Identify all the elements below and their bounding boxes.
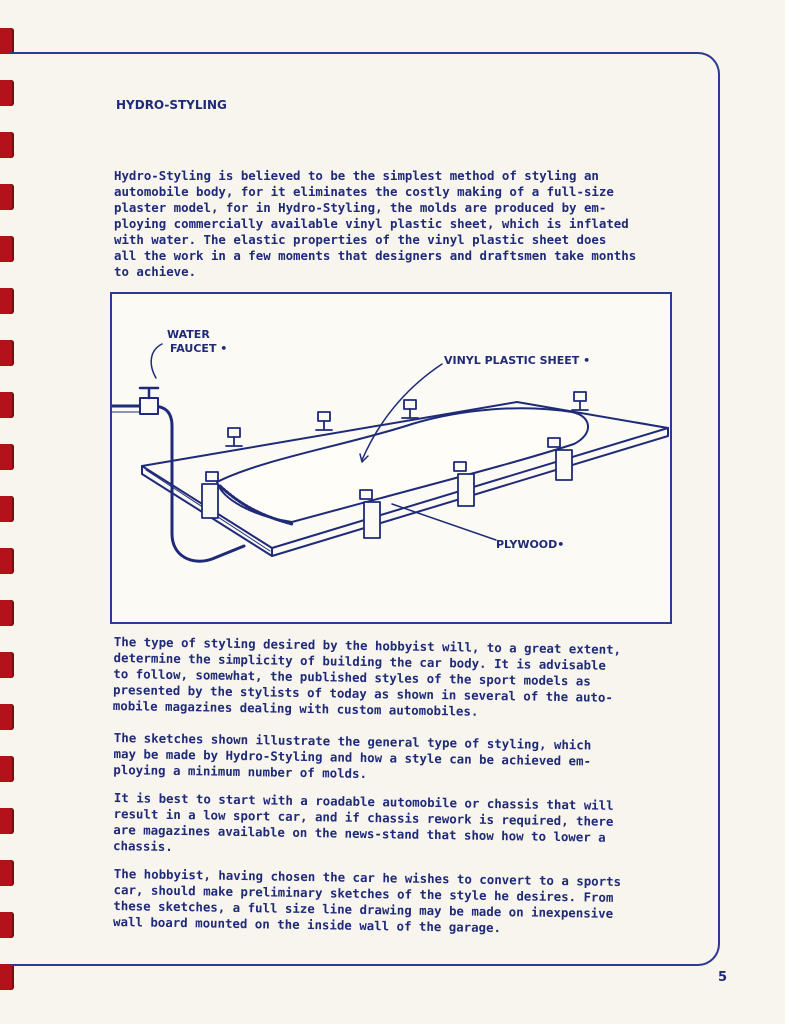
- binding-ring: [0, 964, 14, 990]
- paragraph-intro: Hydro-Styling is believed to be the simplest method of styling an automobile body, for it eliminates the costly making of a full-size plaster model, for in Hydro-Styling, the molds are produced by em- ploying commercially available vinyl plastic sheet, which is inflated with water. The elastic properties of the vinyl plastic sheet does all the work in a few moments that designers and draftsmen take months to achieve.: [114, 168, 637, 279]
- label-water: WATER: [167, 328, 210, 341]
- page-heading: HYDRO-STYLING: [116, 98, 227, 112]
- binding-ring: [0, 28, 14, 54]
- label-faucet: FAUCET •: [170, 342, 228, 355]
- label-plywood: PLYWOOD•: [496, 538, 565, 551]
- paragraph-style-choice: The type of styling desired by the hobbyist will, to a great extent, determine the simplicity of building the car body. It is advisable to follow, somewhat, the published styles of the sport models as presented by the stylists of today as shown in several of the auto- mobile magazines dealing with custom automobiles.: [112, 634, 622, 719]
- page-number: 5: [718, 970, 728, 985]
- label-vinyl-plastic-sheet: VINYL PLASTIC SHEET •: [444, 354, 591, 367]
- paragraph-chassis: It is best to start with a roadable automobile or chassis that will result in a low sport car, and if chassis rework is required, there are magazines available on the news-stand that show how to lower a chassis.: [113, 790, 614, 854]
- paragraph-hobbyist: The hobbyist, having chosen the car he wishes to convert to a sports car, should make preliminary sketches of the style he desires. From these sketches, a full size line drawing may be made on inexpensive wall board mounted on the inside wall of the garage.: [113, 866, 622, 936]
- hydro-styling-illustration: [110, 292, 672, 624]
- paragraph-sketches: The sketches shown illustrate the general type of styling, which may be made by Hydro-Styling and how a style can be achieved em- ploying a minimum number of molds.: [113, 730, 592, 781]
